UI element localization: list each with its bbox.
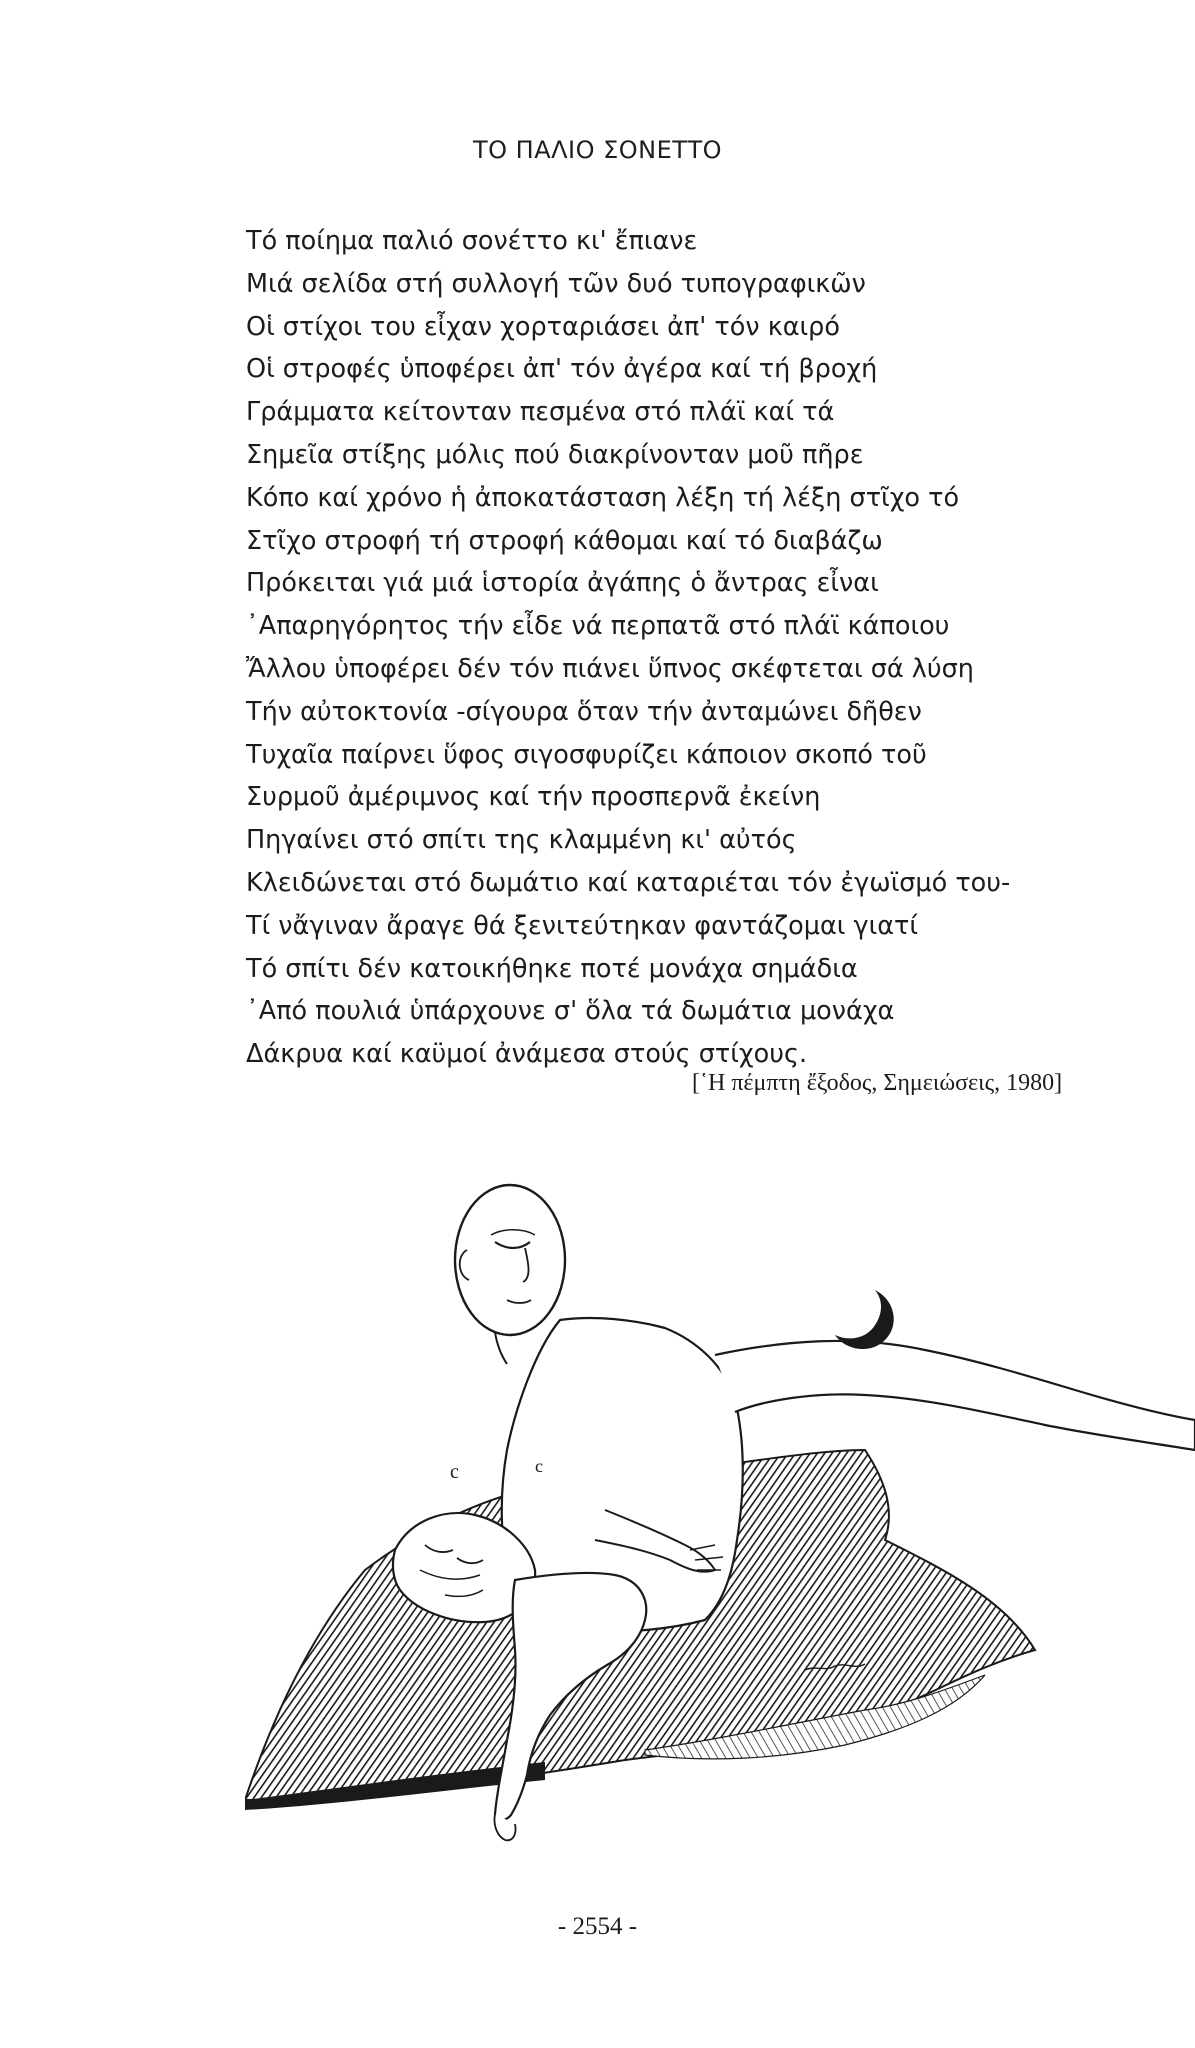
poem-line: Κλειδώνεται στό δωμάτιο καί καταριέται τόν ἐγωϊσμό του- (246, 867, 1011, 898)
page-number: - 2554 - (557, 1913, 638, 1940)
poem-line: Ἄλλου ὑποφέρει δέν τόν πιάνει ὕπνος σκέφτεται σά λύση (246, 653, 974, 684)
poem-line: Οἱ στροφές ὑποφέρει ἀπ' τόν ἀγέρα καί τή βροχή (246, 354, 878, 385)
poem-line: Στῖχο στροφή τή στροφή κάθομαι καί τό διαβάζω (246, 525, 883, 556)
poem-line: Πηγαίνει στό σπίτι της κλαμμένη κι' αὐτός (246, 825, 797, 856)
poem-line: Δάκρυα καί καϋμοί ἀνάμεσα στούς στίχους. (246, 1039, 808, 1070)
poem-line: Τί νἄγιναν ἄραγε θά ξενιτεύτηκαν φαντάζομαι γιατί (246, 910, 919, 941)
svg-text:c: c (535, 1456, 543, 1476)
poem-line: Τό σπίτι δέν κατοικήθηκε ποτέ μονάχα σημάδια (246, 953, 858, 984)
poem-line: ᾿Απαρηγόρητος τήν εἶδε νά περπατᾶ στό πλάϊ κάποιου (246, 611, 950, 642)
poem-line: Τυχαῖα παίρνει ὕφος σιγοσφυρίζει κάποιον σκοπό τοῦ (246, 739, 927, 770)
poem-line: Κόπο καί χρόνο ἡ ἀποκατάσταση λέξη τή λέξη στῖχο τό (246, 482, 960, 513)
seated-figure-head (455, 1185, 565, 1335)
poem-body (246, 220, 1146, 1076)
svg-text:c: c (450, 1461, 459, 1483)
poem-line: Γράμματα κείτονταν πεσμένα στό πλάϊ καί τά (246, 397, 835, 428)
pieta-drawing-icon (245, 1150, 1195, 1850)
poem-line: Συρμοῦ ἀμέριμνος καί τήν προσπερνᾶ ἐκείνη (246, 782, 821, 813)
poem-title: ΤΟ ΠΑΛΙΟ ΣΟΝΕΤΤΟ (472, 136, 723, 164)
poem-line: Σημεῖα στίξης μόλις πού διακρίνονταν μοῦ πῆρε (246, 439, 864, 470)
poem-line: Οἱ στίχοι του εἶχαν χορταριάσει ἀπ' τόν καιρό (246, 311, 840, 342)
source-citation: [῾Η πέμπτη ἔξοδος, Σημειώσεις, 1980] (692, 1070, 1063, 1096)
poem-line: Τό ποίημα παλιό σονέττο κι' ἔπιανε (246, 226, 698, 256)
poem-line: ᾿Από πουλιά ὑπάρχουνε σ' ὅλα τά δωμάτια μονάχα (246, 996, 895, 1027)
crescent-moon-icon (835, 1290, 894, 1349)
poem-line: Τήν αὐτοκτονία -σίγουρα ὅταν τήν ἀνταμώνει δῆθεν (246, 696, 922, 727)
raised-arm (715, 1341, 1195, 1450)
poem-line: Πρόκειται γιά μιά ἱστορία ἀγάπης ὁ ἄντρας εἶναι (246, 568, 879, 599)
poem-line: Μιά σελίδα στή συλλογή τῶν δυό τυπογραφικῶν (246, 268, 866, 299)
